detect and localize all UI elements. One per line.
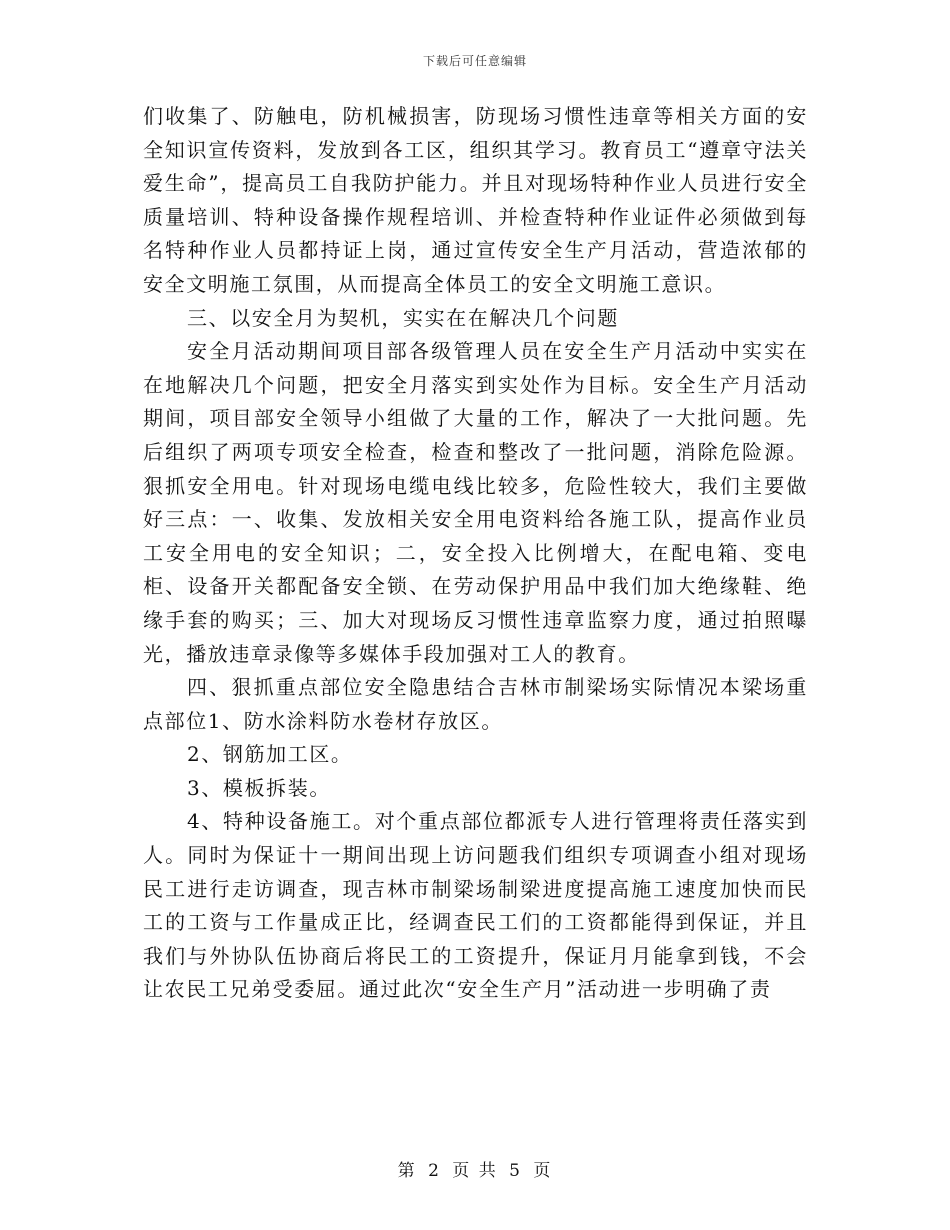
list-item-4: 4、特种设备施工。对个重点部位都派专人进行管理将责任落实到人。同时为保证十一期间出现上访问题我们组织专项调查小组对现场民工进行走访调查，现吉林市制梁场制梁进度提高施工速度加快而民工的工资与工作量成正比，经调查民工们的工资都能得到保证，并且我们与外协队伍协商后将民工的工资提升，保证月月能拿到钱，不会让农民工兄弟受委屈。通过此次“安全生产月”活动进一步明确了责 <box>143 809 808 1002</box>
paragraph-3: 安全月活动期间项目部各级管理人员在安全生产月活动中实实在在地解决几个问题，把安全月落实到实处作为目标。安全生产月活动期间，项目部安全领导小组做了大量的工作，解决了一大批问题。先后组织了两项专项安全检查，检查和整改了一批问题，消除危险源。狠抓安全用电。针对现场电缆电线比较多，危险性较大，我们主要做好三点：一、收集、发放相关安全用电资料给各施工队，提高作业员工安全用电的安全知识；二，安全投入比例增大，在配电箱、变电柜、设备开关都配备安全锁、在劳动保护用品中我们加大绝缘鞋、绝缘手套的购买；三、加大对现场反习惯性违章监察力度，通过拍照曝光，播放违章录像等多媒体手段加强对工人的教育。 <box>143 339 808 666</box>
footer-suffix: 页 <box>533 1161 553 1181</box>
paragraph-1: 们收集了、防触电，防机械损害，防现场习惯性违章等相关方面的安全知识宣传资料，发放到各工区，组织其学习。教育员工“遵章守法关爱生命”，提高员工自我防护能力。并且对现场特种作业人员进行安全质量培训、特种设备操作规程培训、并检查特种作业证件必须做到每名特种作业人员都持证上岗，通过宣传安全生产月活动，营造浓郁的安全文明施工氛围，从而提高全体员工的安全文明施工意识。 <box>143 104 808 296</box>
footer-current-page: 2 <box>428 1161 441 1181</box>
footer-prefix: 第 <box>397 1161 417 1181</box>
footer-mid: 页 共 <box>452 1161 498 1181</box>
document-body <box>143 100 808 1007</box>
section-heading-4: 四、狠抓重点部位安全隐患结合吉林市制梁场实际情况本梁场重点部位1、防水涂料防水卷材存放区。 <box>143 675 808 733</box>
list-item-2: 2、钢筋加工区。 <box>187 742 353 767</box>
page-footer <box>0 1156 950 1181</box>
section-heading-3: 三、以安全月为契机，实实在在解决几个问题 <box>187 305 619 330</box>
page-header: 下载后可任意编辑 <box>422 54 527 68</box>
list-item-3: 3、模板拆装。 <box>187 775 331 800</box>
footer-total-pages: 5 <box>509 1161 522 1181</box>
